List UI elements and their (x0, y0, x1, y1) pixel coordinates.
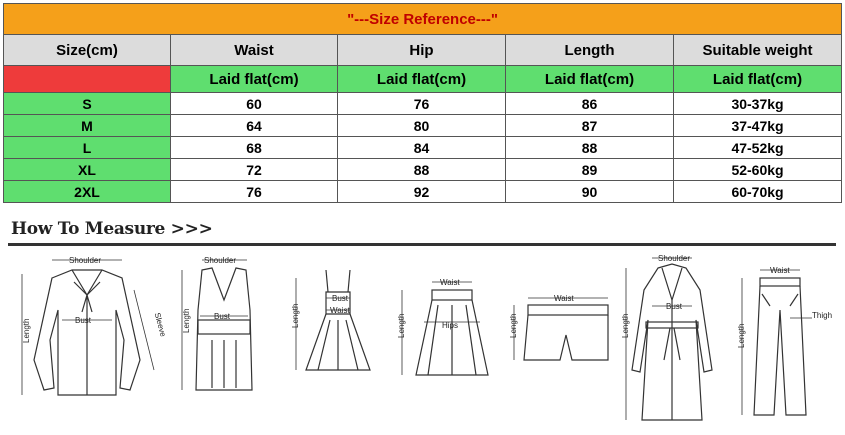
dress-length-label: Length (291, 303, 300, 328)
subheader-length: Laid flat(cm) (506, 66, 674, 93)
shirt-bust-label: Bust (75, 316, 92, 325)
header-row (4, 35, 842, 66)
dress-bust-label: Bust (332, 294, 349, 303)
size-cell: S (4, 93, 171, 115)
waist-cell: 64 (171, 115, 338, 137)
header-length: Length (506, 35, 674, 66)
trousers-figure (732, 250, 837, 430)
subheader-hip: Laid flat(cm) (338, 66, 506, 93)
trousers-length-label: Length (737, 323, 746, 348)
tank-top-figure (172, 250, 272, 400)
skirt-hips-label: Hips (442, 321, 459, 330)
shirt-figure (12, 250, 168, 400)
length-cell: 88 (506, 137, 674, 159)
header-hip: Hip (338, 35, 506, 66)
title-row (4, 4, 842, 35)
table-row (4, 181, 842, 203)
divider (8, 243, 836, 246)
skirt-figure (394, 250, 504, 400)
shorts-waist-label: Waist (554, 294, 574, 303)
dress-figure (288, 250, 388, 400)
hip-cell: 88 (338, 159, 506, 181)
hip-cell: 84 (338, 137, 506, 159)
subheader-weight: Laid flat(cm) (674, 66, 842, 93)
length-cell: 87 (506, 115, 674, 137)
weight-cell: 47-52kg (674, 137, 842, 159)
coat-bust-label: Bust (666, 302, 683, 311)
hip-cell: 80 (338, 115, 506, 137)
table-row (4, 137, 842, 159)
weight-cell: 30-37kg (674, 93, 842, 115)
waist-cell: 72 (171, 159, 338, 181)
size-table (3, 3, 842, 203)
shorts-length-label: Length (509, 313, 518, 338)
skirt-length-label: Length (397, 313, 406, 338)
how-to-measure-heading: How To Measure >>> (11, 219, 213, 239)
weight-cell: 37-47kg (674, 115, 842, 137)
table-row (4, 93, 842, 115)
header-waist: Waist (171, 35, 338, 66)
weight-cell: 60-70kg (674, 181, 842, 203)
tank-shoulder-label: Shoulder (204, 256, 237, 265)
skirt-waist-label: Waist (440, 278, 460, 287)
trousers-waist-label: Waist (770, 266, 790, 275)
size-cell: XL (4, 159, 171, 181)
coat-figure (622, 250, 727, 430)
table-title: "---Size Reference---" (4, 4, 842, 35)
length-cell: 86 (506, 93, 674, 115)
subheader-waist: Laid flat(cm) (171, 66, 338, 93)
waist-cell: 68 (171, 137, 338, 159)
waist-cell: 60 (171, 93, 338, 115)
header-weight: Suitable weight (674, 35, 842, 66)
shirt-length-label: Length (22, 318, 31, 343)
length-cell: 89 (506, 159, 674, 181)
tank-length-label: Length (182, 308, 191, 333)
shirt-sleeve-label: Sleeve (152, 311, 168, 338)
coat-length-label: Length (621, 313, 630, 338)
trousers-thigh-label: Thigh (812, 311, 833, 320)
table-row (4, 115, 842, 137)
size-cell: M (4, 115, 171, 137)
measurement-figures (0, 250, 845, 430)
length-cell: 90 (506, 181, 674, 203)
dress-waist-label: Waist (330, 306, 350, 315)
weight-cell: 52-60kg (674, 159, 842, 181)
hip-cell: 92 (338, 181, 506, 203)
waist-cell: 76 (171, 181, 338, 203)
table-row (4, 159, 842, 181)
size-cell: L (4, 137, 171, 159)
header-size: Size(cm) (4, 35, 171, 66)
size-cell: 2XL (4, 181, 171, 203)
subheader-row (4, 66, 842, 93)
tank-bust-label: Bust (214, 312, 231, 321)
coat-shoulder-label: Shoulder (658, 254, 691, 263)
shirt-shoulder-label: Shoulder (69, 256, 102, 265)
subheader-blank (4, 66, 171, 93)
shorts-figure (508, 250, 618, 400)
hip-cell: 76 (338, 93, 506, 115)
